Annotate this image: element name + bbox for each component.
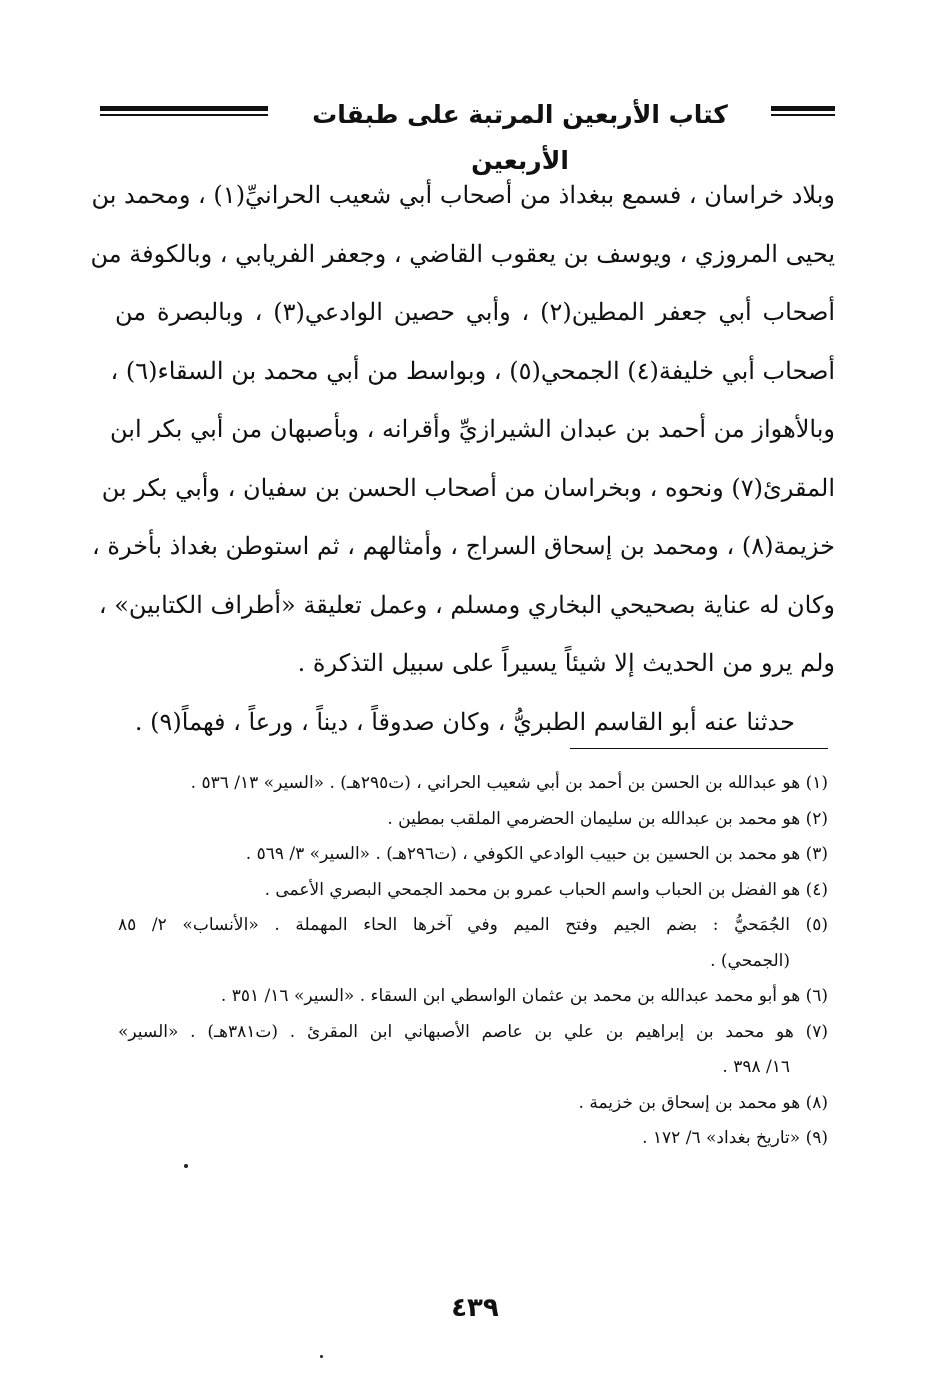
text-line: وبلاد خراسان ، فسمع ببغداذ من أصحاب أبي شعيب الحرانيِّ(١) ، ومحمد بن: [91, 181, 835, 209]
text-line: وبالأهواز من أحمد بن عبدان الشيرازيِّ وأقرانه ، وبأصبهان من أبي بكر ابن: [110, 415, 835, 443]
text-line: أصحاب أبي خليفة(٤) الجمحي(٥) ، وبواسط من أبي محمد بن السقاء(٦) ،: [110, 356, 835, 385]
footnote-5-continuation: (الجمحي) .: [710, 950, 790, 971]
footnote-7-continuation: ١٦/ ٣٩٨ .: [722, 1057, 790, 1077]
page-number: ٤٣٩: [451, 1293, 499, 1323]
running-header: [100, 92, 835, 175]
footnote-7: (٧) هو محمد بن إبراهيم بن علي بن عاصم الأصبهاني ابن المقرئ . (ت٣٨١هـ) . «السير»: [118, 1021, 829, 1042]
book-title: كتاب الأربعين المرتبة على طبقات الأربعين: [312, 100, 728, 175]
footnote-3: (٣) هو محمد بن الحسين بن حبيب الوادعي الكوفي ، (ت٢٩٦هـ) . «السير» ٣/ ٥٦٩ .: [245, 844, 828, 864]
footnotes: [118, 766, 828, 1157]
footnote-4: (٤) هو الفضل بن الحباب واسم الحباب عمرو بن محمد الجمحي البصري الأعمى .: [264, 879, 828, 900]
footnote-9: (٩) «تاريخ بغداد» ٦/ ١٧٢ .: [642, 1128, 828, 1148]
footnote-5: (٥) الجُمَحيُّ : بضم الجيم وفتح الميم وفي آخرها الحاء المهملة . «الأنساب» ٢/ ٨٥: [118, 915, 828, 935]
text-line: أصحاب أبي جعفر المطين(٢) ، وأبي حصين الوادعي(٣) ، وبالبصرة من: [115, 298, 835, 326]
text-line: ولم يرو من الحديث إلا شيئاً يسيراً على سبيل التذكرة .: [297, 649, 835, 677]
footnote-2: (٢) هو محمد بن عبدالله بن سليمان الحضرمي الملقب بمطين .: [387, 808, 828, 829]
footnote-8: (٨) هو محمد بن إسحاق بن خزيمة .: [578, 1092, 828, 1113]
narration-line: حدثنا عنه أبو القاسم الطبريُّ ، وكان صدوقاً ، ديناً ، ورعاً ، فهماً(٩) .: [134, 707, 795, 736]
text-line: يحيى المروزي ، ويوسف بن يعقوب القاضي ، وجعفر الفريابي ، وبالكوفة من: [90, 239, 835, 268]
header-rule-right: [771, 106, 835, 118]
scan-speck: [320, 1355, 323, 1358]
text-line: خزيمة(٨) ، ومحمد بن إسحاق السراج ، وأمثالهم ، ثم استوطن بغداذ بأخرة ،: [92, 532, 835, 560]
scan-speck: [184, 1164, 188, 1168]
header-rule-left: [100, 106, 268, 118]
text-line: المقرئ(٧) ونحوه ، وبخراسان من أصحاب الحسن بن سفيان ، وأبي بكر بن: [101, 473, 835, 502]
footnote-separator: [570, 748, 828, 749]
main-text: [90, 166, 835, 751]
footnote-6: (٦) هو أبو محمد عبدالله بن محمد بن عثمان الواسطي ابن السقاء . «السير» ١٦/ ٣٥١ .: [220, 986, 828, 1006]
footnote-1: (١) هو عبدالله بن الحسن بن أحمد بن أبي شعيب الحراني ، (ت٢٩٥هـ) . «السير» ١٣/ ٥٣٦ .: [190, 773, 828, 793]
text-line: وكان له عناية بصحيحي البخاري ومسلم ، وعمل تعليقة «أطراف الكتابين» ،: [98, 590, 835, 619]
